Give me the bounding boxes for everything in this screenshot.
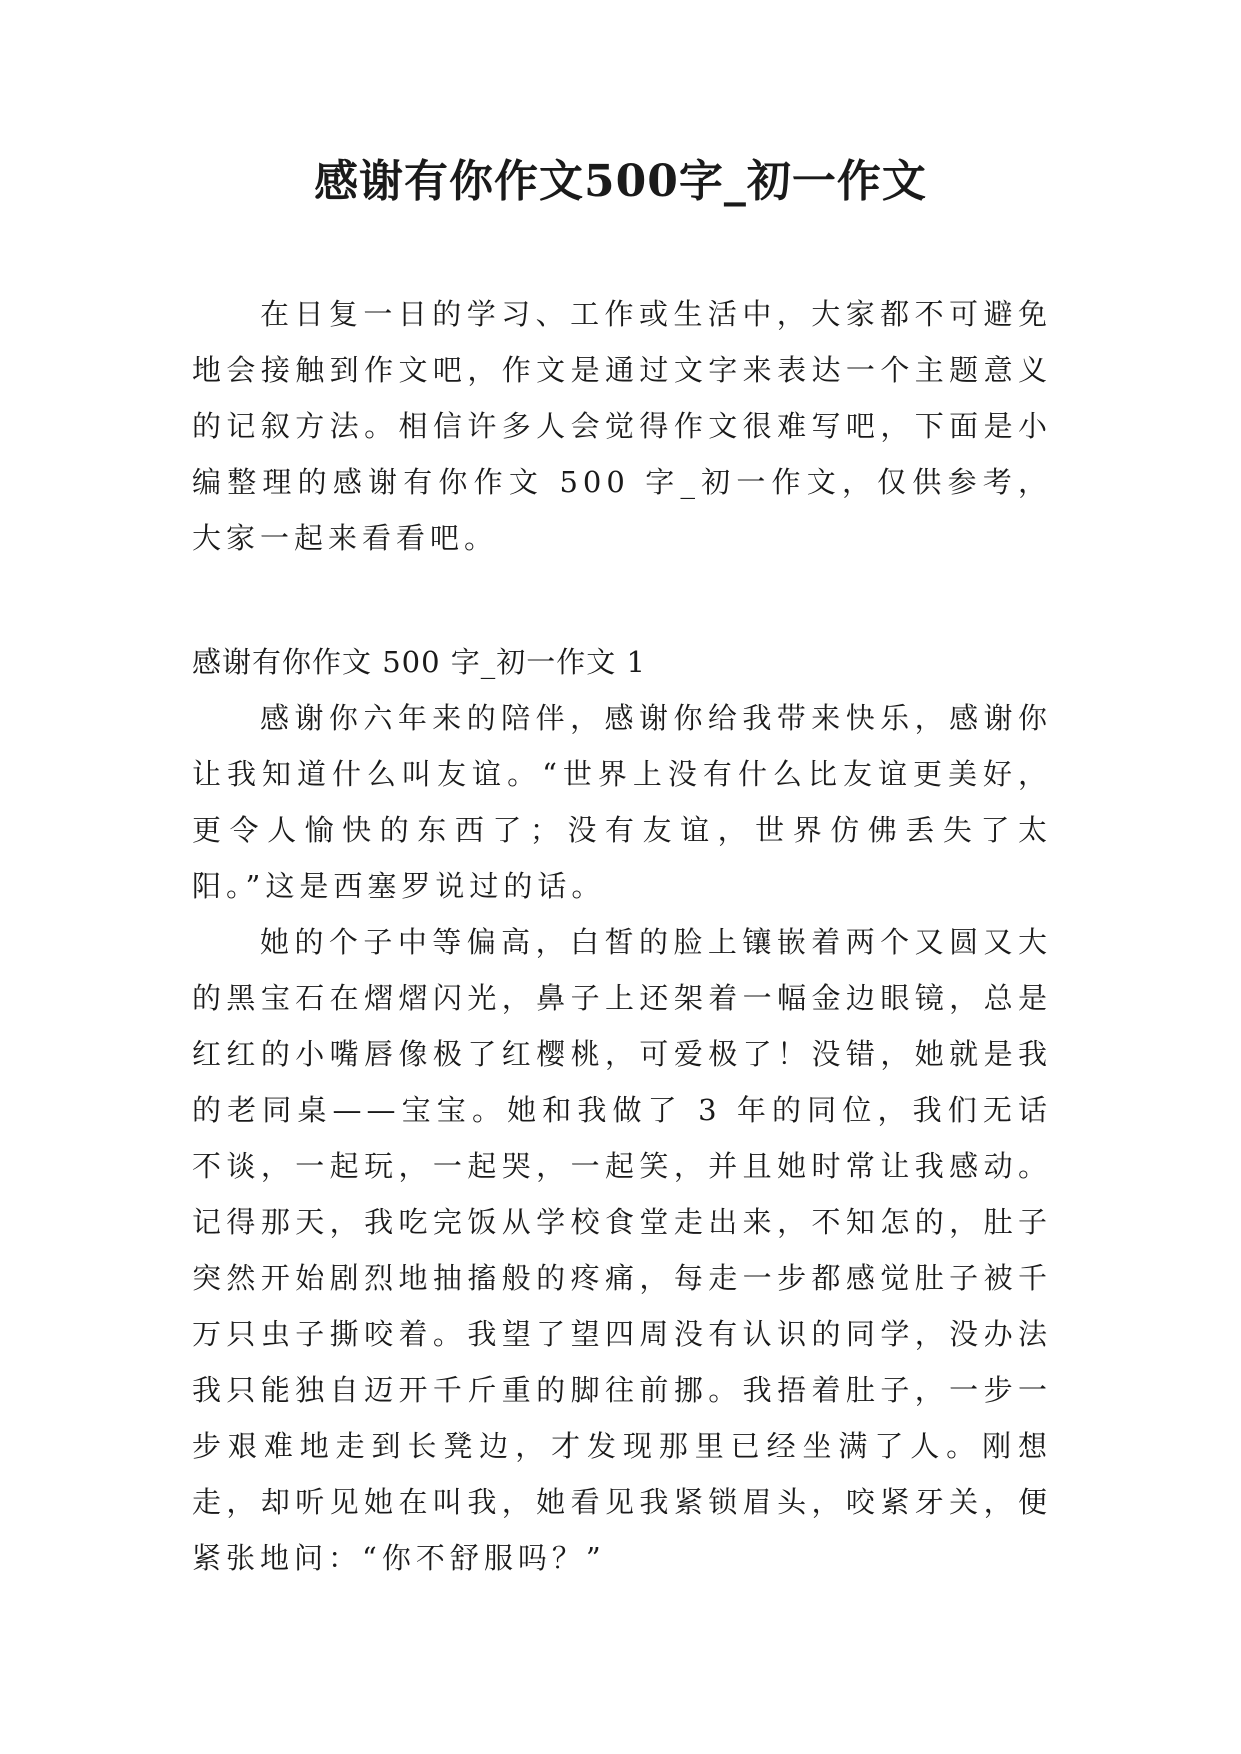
document-body (192, 286, 1052, 1586)
document-title: 感谢有你作文500字_初一作文 (314, 156, 927, 207)
intro-paragraph: 在日复一日的学习、工作或生活中，大家都不可避免地会接触到作文吧，作文是通过文字来表达一个主题意义的记叙方法。相信许多人会觉得作文很难写吧，下面是小编整理的感谢有你作文 500 字_初一作文，仅供参考，大家一起来看看吧。 (192, 297, 1052, 555)
body-paragraph-1: 感谢你六年来的陪伴，感谢你给我带来快乐，感谢你让我知道什么叫友谊。“世界上没有什么比友谊更美好，更令人愉快的东西了；没有友谊，世界仿佛丢失了太阳。”这是西塞罗说过的话。 (192, 701, 1052, 903)
body-paragraph-2: 她的个子中等偏高，白皙的脸上镶嵌着两个又圆又大的黑宝石在熠熠闪光，鼻子上还架着一幅金边眼镜，总是红红的小嘴唇像极了红樱桃，可爱极了！没错，她就是我的老同桌——宝宝。她和我做了 3 年的同位，我们无话不谈，一起玩，一起哭，一起笑，并且她时常让我感动。记得那天，我吃完饭从学校食堂走出来，不知怎的，肚子突然开始剧烈地抽搐般的疼痛，每走一步都感觉肚子被千万只虫子撕咬着。我望了望四周没有认识的同学，没办法我只能独自迈开千斤重的脚往前挪。我捂着肚子，一步一步艰难地走到长凳边，才发现那里已经坐满了人。刚想走，却听见她在叫我，她看见我紧锁眉头，咬紧牙关，便紧张地问：“你不舒服吗？” (192, 925, 1052, 1575)
section-heading: 感谢有你作文 500 字_初一作文 1 (192, 645, 646, 679)
